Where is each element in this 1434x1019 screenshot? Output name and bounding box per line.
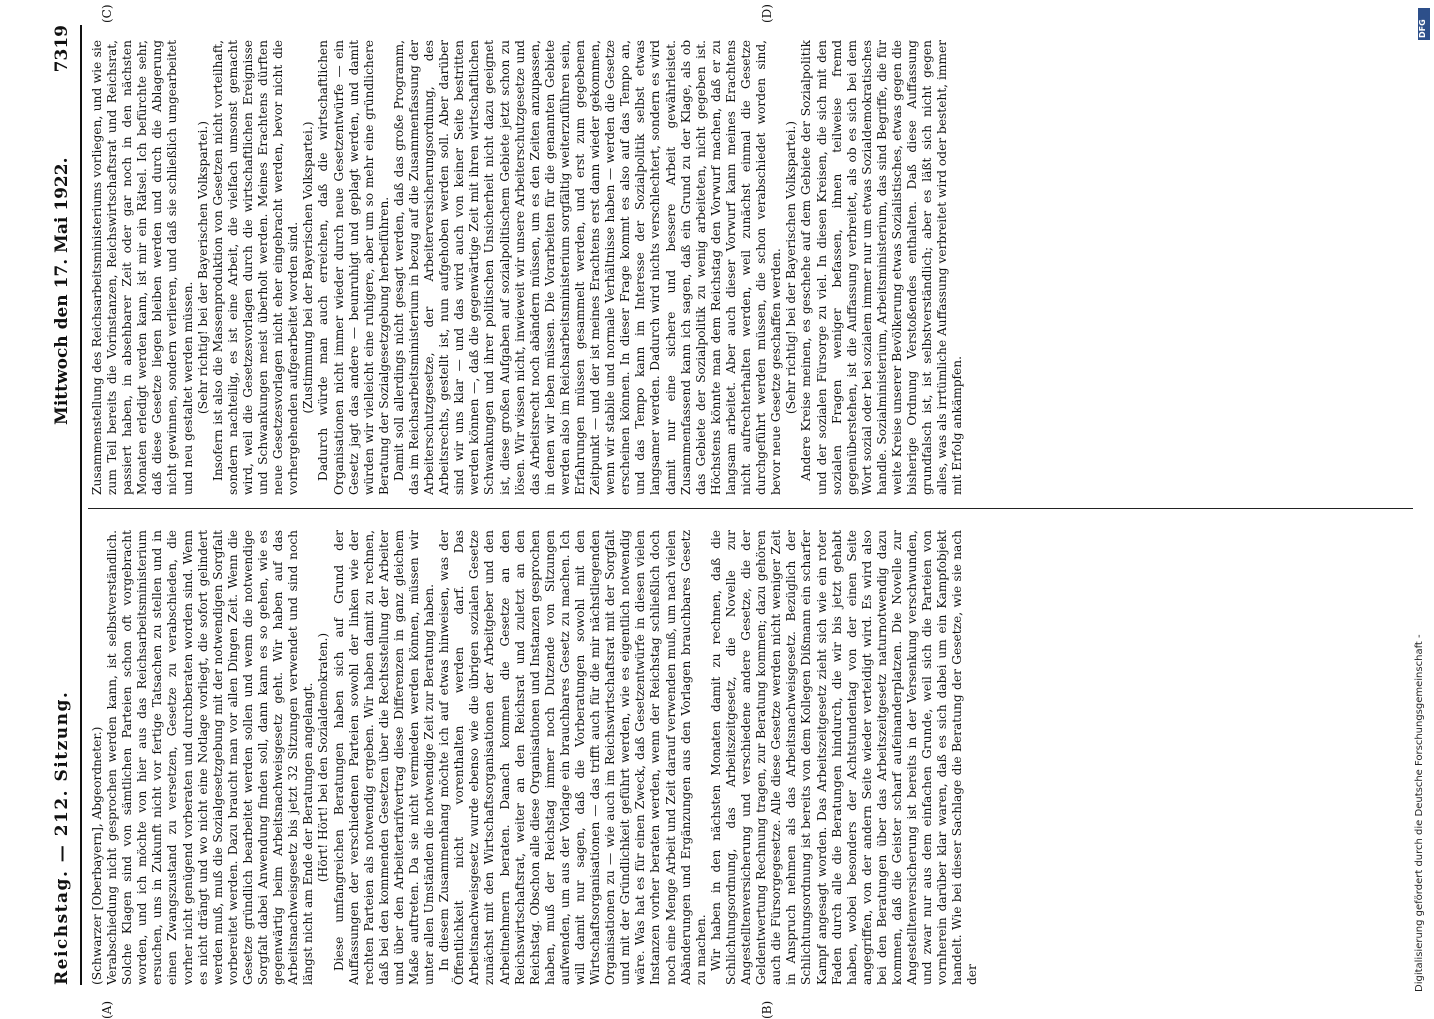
rotated-page: [40, 4, 1420, 1019]
right-paragraph-1: Zusammenstellung des Reichsarbeitsministeriums vorliegen, und wie sie zum Teil bereits die Vorinstanzen, Reichswirtschaftsrat und Reichsrat, passiert haben, in absehbarer Zeit oder gar noch in den nächsten Monaten erledigt werden kann, ist mir ein Rätsel. Ich befürchte sehr, daß diese Gesetze liegen bleiben werden und durch die Ablagerung nicht gewinnen, sondern verlieren, und daß sie schließlich umgearbeitet und neu gestaltet werden müssen.: [90, 40, 195, 495]
right-interjection-3: (Sehr richtig! bei der Bayerischen Volkspartei.): [784, 120, 799, 415]
right-interjection-2: (Zustimmung bei der Bayerischen Volkspartei.): [301, 121, 316, 414]
right-paragraph-5: Andere Kreise meinen, es geschehe auf dem Gebiete der Sozialpolitik und der sozialen Fürsorge zu viel. In diesen Kreisen, die sich mit den sozialen Fragen weniger befassen, ihnen teilweise fremd gegenüberstehen, ist die Auffassung verbreitet, als ob es sich bei dem Wort sozial oder bei sozialem immer nur um etwas Sozialdemokratisches handle. Sozialministerium, Arbeitsministerium, das sind Begriffe, die für weite Kreise unserer Bevölkerung etwas Sozialistisches, etwas gegen die bisherige Ordnung Verstoßendes enthalten. Daß diese Auffassung grundfalsch ist, ist selbstverständlich; aber es läßt sich nicht gegen alles, was als irrtümliche Auffassung verbreitet wird oder besteht, immer mit Erfolg ankämpfen.: [799, 40, 965, 495]
margin-letter-b: (B): [760, 1000, 774, 1019]
margin-letter-a: (A): [100, 1000, 114, 1019]
right-paragraph-3: Dadurch würde man auch erreichen, daß die wirtschaftlichen Organisationen nicht immer wieder durch neue Gesetzentwürfe — ein Gesetz jagt das andere — beunruhigt und geplagt werden, und damit würden wir vielleicht eine ruhigere, aber um so mehr eine gründlichere Beratung der Sozialgesetzgebung herbeiführen.: [316, 40, 391, 495]
page-number: 7319: [52, 25, 72, 73]
left-interjection-1: (Hört! Hört! bei den Sozialdemokraten.): [316, 632, 331, 883]
header-date: Mittwoch den 17. Mai 1922.: [52, 157, 72, 425]
right-interjection-1: (Sehr richtig! bei der Bayerischen Volkspartei.): [195, 120, 210, 415]
dfg-logo-text: DFG: [1418, 19, 1427, 38]
left-paragraph-3: In diesem Zusammenhang möchte ich auf etwas hinweisen, was der Öffentlichkeit nicht vorenthalten werden darf. Das Arbeitsnachweisgesetz wurde ebenso wie die übrigen sozialen Gesetze zunächst mit den Wirtschaftsorganisationen der Arbeitgeber und den Arbeitnehmern beraten. Danach kommen die Gesetze an den Reichswirtschaftsrat, weiter an den Reichsrat und zuletzt an den Reichstag. Obschon alle diese Organisationen und Instanzen gesprochen haben, muß der Reichstag immer noch Dutzende von Sitzungen aufwenden, um aus der Vorlage ein brauchbares Gesetz zu machen. Ich will damit nur sagen, daß die Vorberatungen sowohl mit den Wirtschaftsorganisationen — das trifft auch für die mir nächstliegenden Organisationen zu — wie auch im Reichswirtschaftsrat mit der Sorgfalt und mit der Gründlichkeit geführt werden, wie es eigentlich notwendig wäre. Was hat es für einen Zweck, daß Gesetzentwürfe in diesen vielen Instanzen vorher beraten werden, wenn der Reichstag schließlich doch noch eine Menge Arbeit und Zeit darauf verwenden muß, um nach vielen Abänderungen und Ergänzungen aus den Vorlagen brauchbares Gesetz zu machen.: [437, 530, 708, 985]
left-paragraph-2: Diese umfangreichen Beratungen haben sich auf Grund der Auffassungen der verschiedenen Parteien sowohl der linken wie der rechten Parteien als notwendig ergeben. Wir haben damit zu rechnen, daß bei den kommenden Gesetzen über die Rechtsstellung der Arbeiter und über den Arbeitertarifvertrag diese Differenzen in ganz gleichem Maße auftreten. Da sie nicht vermieden werden können, müssen wir unter allen Umständen die notwendige Zeit zur Beratung haben.: [331, 530, 437, 985]
speaker-line: (Schwarzer [Oberbayern], Abgeordneter.): [90, 726, 104, 985]
margin-letter-d: (D): [760, 4, 774, 23]
right-paragraph-4: Damit soll allerdings nicht gesagt werden, daß das große Programm, das im Reichsarbeitsministerium in bezug auf die Zusammenfassung der Arbeiterschutzgesetze, der Arbeiterversicherungsordnung, des Arbeitsrechts, gestellt ist, nun aufgehoben werden soll. Aber darüber sind wir uns klar — und das wird auch von keiner Seite bestritten werden können —, daß die gegenwärtige Zeit mit ihren wirtschaftlichen Schwankungen und ihrer politischen Unsicherheit nicht dazu geeignet ist, diese großen Aufgaben auf sozialpolitischem Gebiete jetzt schon zu lösen. Wir wissen nicht, inwieweit wir unsere Arbeiterschutzgesetze und das Arbeitsrecht noch abändern müssen, um es den Zeiten anzupassen, in denen wir leben müssen. Die Vorarbeiten für die genannten Gebiete werden also im Reichsarbeitsministerium sorgfältig weiterzuführen sein, Erfahrungen müssen gesammelt werden, und erst zum gegebenen Zeitpunkt — und der ist meines Erachtens erst dann wieder gekommen, wenn wir stabile und normale Verhältnisse haben — werden die Gesetze erscheinen können. In dieser Frage kommt es also auf das Tempo an, und das Tempo kann im Interesse der Sozialpolitik selbst etwas langsamer werden. Dadurch wird nichts verschlechtert, sondern es wird damit nur eine sichere und bessere Arbeit gewährleistet. Zusammenfassend kann ich sagen, daß ein Grund zu der Klage, als ob das Gebiete der Sozialpolitik zu wenig arbeiteten, nicht gegeben ist. Höchstens könnte man dem Reichstag den Vorwurf machen, daß er zu langsam arbeitet. Aber auch dieser Vorwurf kann meines Erachtens nicht aufrechterhalten werden, weil zunächst einmal die Gesetze durchgeführt werden müssen, die schon verabschiedet worden sind, bevor neue Gesetze geschaffen werden.: [391, 40, 784, 495]
dfg-logo: [1418, 8, 1430, 40]
left-paragraph-4: Wir haben in den nächsten Monaten damit zu rechnen, daß die Schlichtungsordnung, das Arbeitszeitgesetz, die Novelle zur Angestelltenversicherung und verschiedene andere Gesetze, die der Geldentwertung Rechnung tragen, zur Beratung kommen; dazu gehören auch die Fürsorgegesetze. Alle diese Gesetze werden nicht weniger Zeit in Anspruch nehmen als das Arbeitsnachweisgesetz. Bezüglich der Schlichtungsordnung ist bereits von dem Kollegen Dißmann ein scharfer Kampf angesagt worden. Das Arbeitszeitgesetz zieht sich wie ein roter Faden durch alle die Beratungen hindurch, die wir bis jetzt gehabt haben, wobei besonders der Achtstundentag von der einen Seite angegriffen, von der andern Seite wieder verteidigt wird. Es wird also bei den Beratungen über das Arbeitszeitgesetz naturnotwendig dazu kommen, daß die Geister scharf aufeinanderplatzen. Die Novelle zur Angestelltenversicherung ist bereits in der Versenkung verschwunden, und zwar nur aus dem einfachen Grunde, weil sich die Parteien von vornherein darüber klar waren, daß es sich dabei um ein Kampfobjekt handelt. Wie bei dieser Sachlage die Beratung der Gesetze, wie sie nach der: [708, 530, 980, 985]
left-column: [90, 530, 1410, 985]
column-divider: [88, 508, 1413, 509]
left-paragraph-1: Verabschiedung nicht gesprochen werden kann, ist selbstverständlich. Solche Klagen sind von sämtlichen Parteien schon oft vorgebracht worden, und ich möchte von hier aus das Reichsarbeitsministerium ersuchen, uns in Zukunft nicht vor fertige Tatsachen zu stellen und in einen Zwangszustand zu versetzen, Gesetze zu verabschieden, die vorher nicht genügend vorberaten und durchberaten worden sind. Wenn es nicht drängt und wo nicht eine Notlage vorliegt, die sofort gelindert werden muß, muß die Sozialgesetzgebung mit der notwendigen Sorgfalt vorbereitet werden. Dazu braucht man vor allen Dingen Zeit. Wenn die Gesetze gründlich bearbeitet werden sollen und wenn die notwendige Sorgfalt dabei Anwendung finden soll, dann kann es so gehen, wie es gegenwärtig beim Arbeitsnachweisgesetz geht. Wir haben auf das Arbeitsnachweisgesetz bis jetzt 32 Sitzungen verwendet und sind noch längst nicht am Ende der Beratungen angelangt.: [105, 530, 316, 985]
margin-letter-c: (C): [100, 4, 114, 23]
right-paragraph-2: Insofern ist also die Massenproduktion von Gesetzen nicht vorteilhaft, sondern nachteilig, es ist eine Arbeit, die vielfach umsonst gemacht wird, weil die Gesetzesvorlagen durch die wirtschaftlichen Ereignisse und Schwankungen meist überholt werden. Meines Erachtens dürften neue Gesetzesvorlagen nicht eher eingebracht werden, bevor nicht die vorhergehenden aufgearbeitet worden sind.: [210, 40, 301, 495]
header-left: Reichstag. — 212. Sitzung.: [52, 690, 72, 985]
page-header: [40, 25, 82, 985]
digitization-attribution: Digitalisierung gefördert durch die Deutsche Forschungsgemeinschaft -: [1414, 634, 1425, 992]
right-column: [90, 40, 1410, 495]
